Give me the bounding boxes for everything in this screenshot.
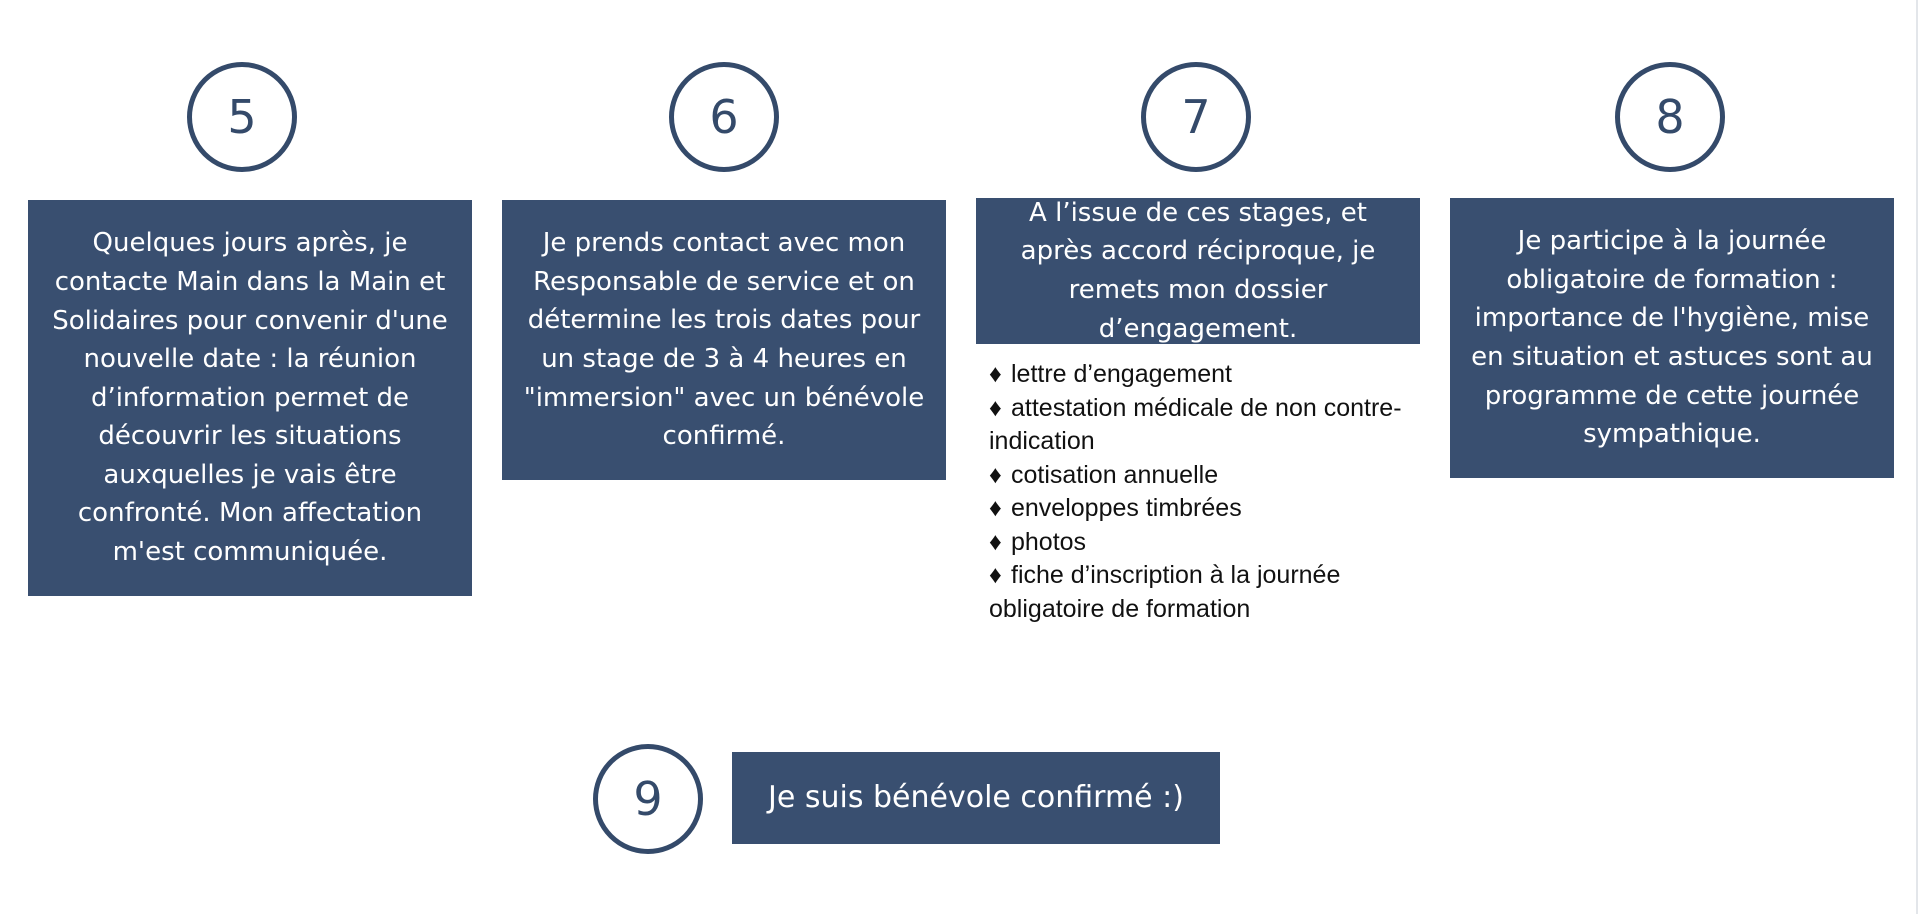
step-6-number: 6 <box>709 90 739 144</box>
step-6-number-circle <box>669 62 779 172</box>
diamond-bullet-icon: ♦ <box>989 561 1002 589</box>
step-7-number-circle <box>1141 62 1251 172</box>
step-5-box <box>28 200 472 596</box>
step-9-number: 9 <box>633 772 663 826</box>
page-edge-divider <box>1916 0 1918 914</box>
checklist-item-text: lettre d’engagement <box>1011 360 1232 388</box>
step-7-box <box>976 198 1420 344</box>
step-6-box <box>502 200 946 480</box>
step-6-text: Je prends contact avec mon Responsable de service et on détermine les trois dates pour un stage de 3 à 4 heures en "immersion" avec un bénévole confirmé. <box>523 228 925 452</box>
diamond-bullet-icon: ♦ <box>989 527 1002 556</box>
step-7-number: 7 <box>1181 90 1211 144</box>
checklist-item <box>989 492 1429 526</box>
step-7-checklist <box>989 358 1429 626</box>
checklist-item <box>989 526 1429 560</box>
step-8-number: 8 <box>1655 90 1685 144</box>
step-7-text: A l’issue de ces stages, et après accord réciproque, je remets mon dossier d’engagement. <box>1020 197 1376 344</box>
step-8-text: Je participe à la journée obligatoire de formation : importance de l'hygiène, mise en situation et astuces sont au programme de cette journée sympathique. <box>1471 226 1873 450</box>
step-9-number-circle <box>593 744 703 854</box>
checklist-item <box>989 459 1429 493</box>
checklist-item-text: fiche d’inscription à la journée obligatoire de formation <box>989 561 1341 623</box>
diamond-bullet-icon: ♦ <box>989 360 1002 388</box>
diamond-bullet-icon: ♦ <box>989 494 1002 522</box>
checklist-item <box>989 392 1429 459</box>
step-5-text: Quelques jours après, je contacte Main dans la Main et Solidaires pour convenir d'une nouvelle date : la réunion d’information permet de découvrir les situations auxquelles je vais être confronté. Mon affectation m'est communiquée. <box>52 228 448 568</box>
checklist-item <box>989 358 1429 392</box>
step-9-box <box>732 752 1220 844</box>
step-8-box <box>1450 198 1894 478</box>
step-8-number-circle <box>1615 62 1725 172</box>
checklist-item-text: attestation médicale de non contre-indication <box>989 393 1402 455</box>
step-5-number: 5 <box>227 90 257 144</box>
step-5-number-circle <box>187 62 297 172</box>
checklist-item <box>989 559 1429 626</box>
checklist-item-text: cotisation annuelle <box>1011 460 1219 489</box>
diamond-bullet-icon: ♦ <box>989 460 1002 489</box>
checklist-item-text: photos <box>1011 527 1087 556</box>
step-9-text: Je suis bénévole confirmé :) <box>768 780 1184 815</box>
checklist-item-text: enveloppes timbrées <box>1011 494 1242 522</box>
diamond-bullet-icon: ♦ <box>989 393 1002 422</box>
